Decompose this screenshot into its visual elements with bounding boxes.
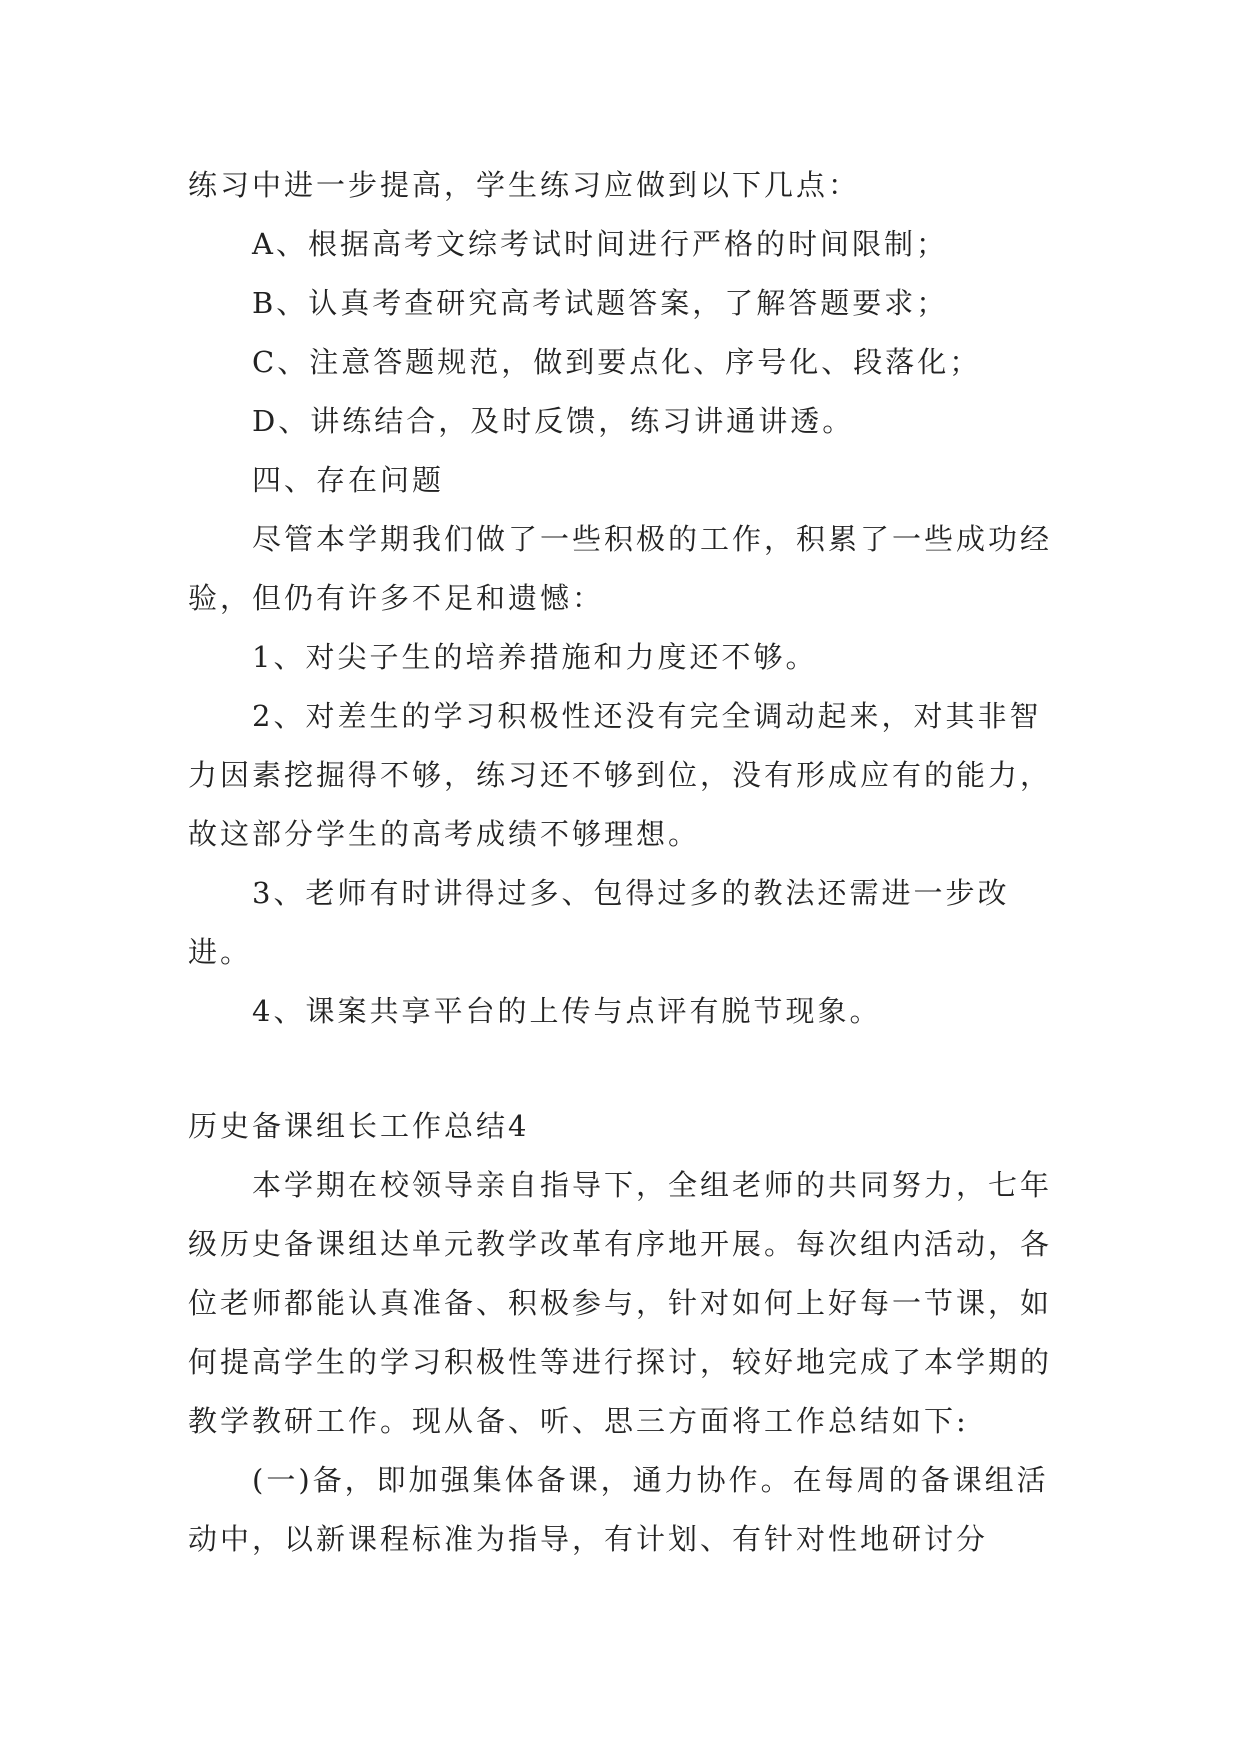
problem-item-3: 3、老师有时讲得过多、包得过多的教法还需进一步改进。 (188, 876, 1010, 969)
practice-point-a: A、根据高考文综考试时间进行严格的时间限制； (252, 227, 948, 261)
problem-item-2: 2、对差生的学习积极性还没有完全调动起来，对其非智力因素挖掘得不够，练习还不够到位，没有形成应有的能力，故这部分学生的高考成绩不够理想。 (188, 699, 1053, 851)
practice-intro-line: 练习中进一步提高，学生练习应做到以下几点： (188, 168, 861, 202)
problem-item-4: 4、课案共享平台的上传与点评有脱节现象。 (252, 994, 882, 1028)
problems-intro-paragraph: 尽管本学期我们做了一些积极的工作，积累了一些成功经验，但仍有许多不足和遗憾： (188, 522, 1053, 615)
summary-4-intro-paragraph: 本学期在校领导亲自指导下，全组老师的共同努力，七年级历史备课组达单元教学改革有序地开展。每次组内活动，各位老师都能认真准备、积极参与，针对如何上好每一节课，如何提高学生的学习积极性等进行探讨，较好地完成了本学期的教学教研工作。现从备、听、思三方面将工作总结如下: (188, 1168, 1053, 1438)
problem-item-1: 1、对尖子生的培养措施和力度还不够。 (252, 640, 818, 674)
practice-point-d: D、讲练结合，及时反馈，练习讲通讲透。 (252, 404, 855, 438)
practice-point-c: C、注意答题规范，做到要点化、序号化、段落化； (252, 345, 982, 379)
practice-point-b: B、认真考查研究高考试题答案，了解答题要求； (252, 286, 949, 320)
summary-4-section-one-paragraph: (一)备，即加强集体备课，通力协作。在每周的备课组活动中，以新课程标准为指导，有计划、有针对性地研讨分 (188, 1463, 1049, 1556)
summary-4-title: 历史备课组长工作总结4 (188, 1109, 530, 1143)
section-heading-problems: 四、存在问题 (252, 463, 445, 497)
